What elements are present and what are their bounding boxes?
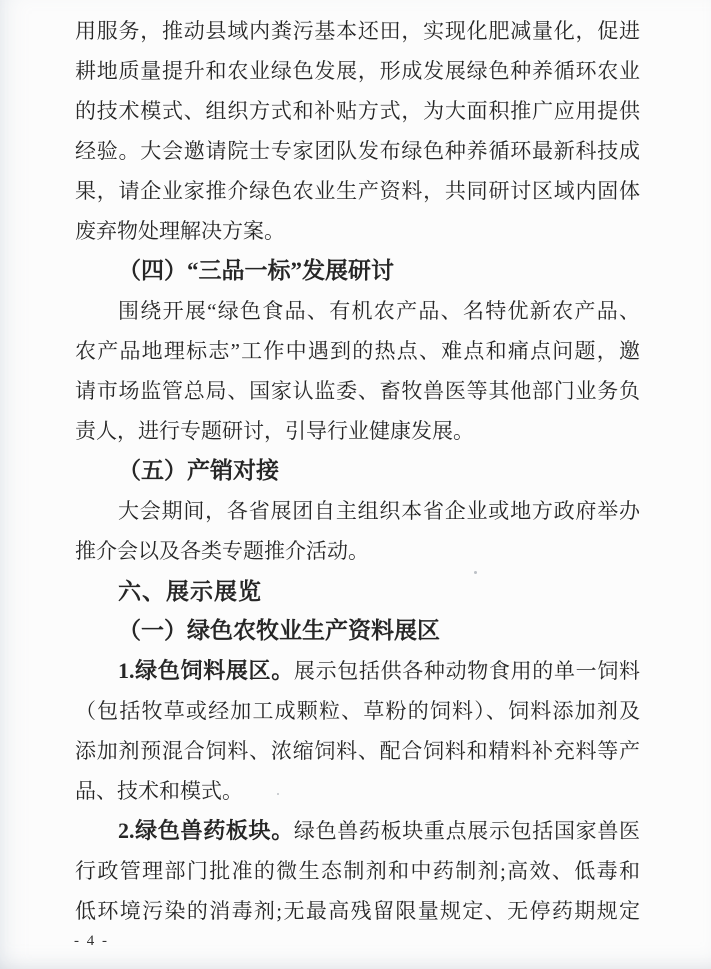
heading-text: 2.绿色兽药板块。 — [118, 818, 294, 843]
body-text: 的技术模式、组织方式和补贴方式，为大面积推广应用提供 — [75, 99, 640, 123]
body-text-line — [75, 651, 640, 691]
body-text-line — [75, 51, 640, 91]
body-text-line — [75, 851, 640, 891]
body-text-line — [75, 531, 640, 571]
body-text-line — [75, 211, 640, 251]
body-text: 展示包括供各种动物食用的单一饲料 — [293, 659, 640, 683]
body-text: 请市场监管总局、国家认监委、畜牧兽医等其他部门业务负 — [75, 379, 640, 403]
heading-text: （一）绿色农牧业生产资料展区 — [118, 618, 440, 643]
body-text-line — [75, 91, 640, 131]
body-text: 低环境污染的消毒剂;无最高残留限量规定、无停药期规定 — [75, 899, 640, 923]
body-text-line — [75, 331, 640, 371]
body-text-line — [75, 691, 640, 731]
scan-speck — [474, 571, 477, 574]
body-text: 农产品地理标志”工作中遇到的热点、难点和痛点问题，邀 — [75, 339, 640, 363]
body-text: 绿色兽药板块重点展示包括国家兽医 — [293, 819, 640, 843]
section-heading-line — [75, 611, 640, 651]
scan-speck — [277, 793, 279, 795]
text-lines — [75, 11, 640, 931]
body-text-line — [75, 131, 640, 171]
heading-text: 六、展示展览 — [118, 578, 262, 604]
heading-text: 1.绿色饲料展区。 — [118, 658, 294, 683]
body-text-line — [75, 491, 640, 531]
heading-text: （四）“三品一标”发展研讨 — [118, 258, 394, 283]
body-text-line — [75, 11, 640, 51]
page-number: - 4 - — [74, 933, 109, 949]
body-text: 责人，进行专题研讨，引导行业健康发展。 — [75, 419, 474, 443]
body-text: 耕地质量提升和农业绿色发展，形成发展绿色种养循环农业 — [75, 59, 640, 83]
body-text-line — [75, 291, 640, 331]
body-text-line — [75, 371, 640, 411]
body-text: 添加剂预混合饲料、浓缩饲料、配合饲料和精料补充料等产 — [75, 739, 640, 763]
body-text-line — [75, 731, 640, 771]
section-heading-line — [75, 571, 640, 611]
body-text: 果，请企业家推介绿色农业生产资料，共同研讨区域内固体 — [75, 179, 640, 203]
section-heading-line — [75, 451, 640, 491]
body-text-line — [75, 411, 640, 451]
body-text-line — [75, 891, 640, 931]
body-text: 围绕开展“绿色食品、有机农产品、名特优新农产品、 — [118, 299, 640, 323]
body-text: 推介会以及各类专题推介活动。 — [75, 539, 369, 563]
body-text-line — [75, 771, 640, 811]
body-text-line — [75, 811, 640, 851]
body-text: （包括牧草或经加工成颗粒、草粉的饲料）、饲料添加剂及 — [75, 699, 640, 723]
body-text: 废弃物处理解决方案。 — [75, 219, 285, 243]
body-text: 行政管理部门批准的微生态制剂和中药制剂;高效、低毒和 — [75, 859, 640, 883]
body-text-line — [75, 171, 640, 211]
body-text: 用服务，推动县域内粪污基本还田，实现化肥减量化，促进 — [75, 19, 640, 43]
body-text: 品、技术和模式。 — [75, 779, 243, 803]
body-text: 经验。大会邀请院士专家团队发布绿色种养循环最新科技成 — [75, 139, 640, 163]
heading-text: （五）产销对接 — [118, 458, 279, 483]
section-heading-line — [75, 251, 640, 291]
body-text: 大会期间，各省展团自主组织本省企业或地方政府举办 — [118, 499, 640, 523]
